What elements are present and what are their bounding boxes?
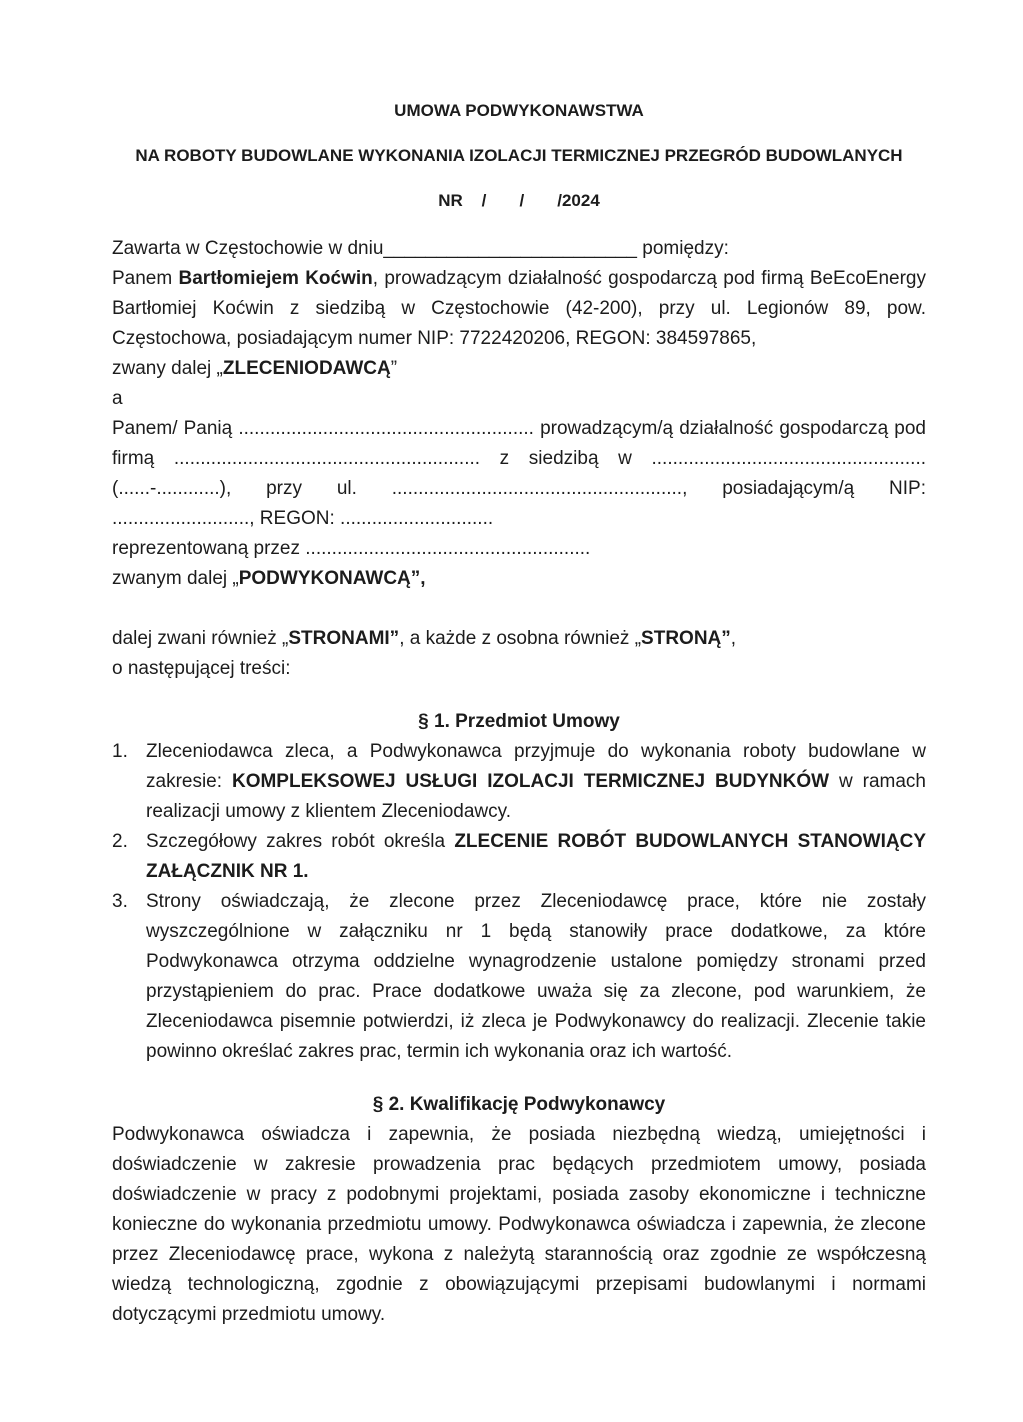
- bold-text-run: § 1. Przedmiot Umowy: [418, 711, 620, 732]
- text-run: Podwykonawca oświadcza i zapewnia, że posiada niezbędną wiedzą, umiejętności i doświadczenie w zakresie prowadzenia prac będących przedmiotem umowy, posiada doświadczenie w pracy z podobnymi projektami, posiada zasoby ekonomiczne i techniczne konieczne do wykonania przedmiotu umowy. Podwykonawca oświadcza i zapewnia, że zlecone przez Zleceniodawcę prace, wykona z należytą starannością oraz zgodnie ze współczesną wiedzą technologiczną, zgodnie z obowiązującymi przepisami budowlanymi i normami dotyczącymi przedmiotu umowy.: [112, 1124, 926, 1325]
- para-zawarta: [112, 234, 926, 264]
- blank-line-1: [112, 594, 926, 624]
- bold-text-run: KOMPLEKSOWEJ USŁUGI IZOLACJI TERMICZNEJ BUDYNKÓW: [231, 771, 830, 792]
- list-item-text: [146, 887, 926, 1067]
- para-zwany-dalej-zleceniodawca: [112, 354, 926, 384]
- text-run: w ramach realizacji umowy z klientem Zleceniodawcy.: [146, 771, 926, 822]
- list-item-number: 3.: [112, 891, 128, 912]
- text-run: Panem: [112, 268, 179, 289]
- para-zwanym-dalej-podwykonawca: [112, 564, 926, 594]
- text-run: Szczegółowy zakres robót określa: [146, 831, 455, 852]
- text-run: Zawarta w Częstochowie w dniu________________________ pomiędzy:: [112, 238, 729, 259]
- text-run: o następującej treści:: [112, 658, 291, 679]
- list-item-text: [146, 737, 926, 827]
- list-item-number: 2.: [112, 831, 128, 852]
- text-run: ,: [730, 628, 737, 649]
- bold-text-run: ZLECENIODAWCĄ: [222, 358, 391, 379]
- document-body: [112, 100, 926, 1330]
- para-podwykonawca-details: [112, 414, 926, 534]
- para-kwalifikacje: [112, 1120, 926, 1330]
- list-item-number: 1.: [112, 741, 128, 762]
- document-title: UMOWA PODWYKONAWSTWA: [394, 101, 644, 120]
- text-run: a: [112, 388, 123, 409]
- text-run: ”: [390, 358, 398, 379]
- text-run: reprezentowaną przez ......................................................: [112, 538, 591, 559]
- para-zleceniodawca-details: [112, 264, 926, 354]
- document-blocks: [112, 234, 926, 1330]
- text-run: , prowadzącym działalność gospodarczą pod firmą BeEcoEnergy Bartłomiej Koćwin z siedzibą w Częstochowie (42-200), przy ul. Legionów 89, pow. Częstochowa, posiadającym numer NIP: 7722420206, REGON: 384597865,: [112, 268, 926, 349]
- text-run: zwanym dalej „: [112, 568, 239, 589]
- bold-text-run: STRONĄ”: [641, 628, 731, 649]
- para-a: [112, 384, 926, 414]
- text-run: Zleceniodawca zleca, a Podwykonawca przyjmuje do wykonania roboty budowlane w zakresie:: [146, 741, 926, 792]
- text-run: Strony oświadczają, że zlecone przez Zleceniodawcę prace, które nie zostały wyszczególnione w załączniku nr 1 będą stanowiły prace dodatkowe, za które Podwykonawca otrzyma oddzielne wynagrodzenie ustalone pomiędzy stronami przed przystąpieniem do prac. Prace dodatkowe uważa się za zlecone, pod warunkiem, że Zleceniodawca pisemnie potwierdzi, iż zleca je Podwykonawcy do realizacji. Zlecenie takie powinno określać zakres prac, termin ich wykonania oraz ich wartość.: [146, 891, 926, 1062]
- para-strony: [112, 624, 926, 654]
- list-item-2: [112, 827, 926, 887]
- text-run: Panem/ Panią ........................................................ prowadzącym/ą działalność gospodarczą pod firmą .......................................................... z siedzibą w ....................................................(......-............), przy ul. ......................................................., posiadającym/ą NIP: .........................., REGON: .............................: [112, 418, 926, 529]
- bold-text-run: ZLECENIE ROBÓT BUDOWLANYCH STANOWIĄCY ZAŁĄCZNIK NR 1.: [146, 831, 927, 882]
- bold-text-run: PODWYKONAWCĄ”,: [238, 568, 426, 589]
- heading-paragraf-2: [112, 1090, 926, 1120]
- bold-text-run: STRONAMI”: [288, 628, 400, 649]
- list-item-3: [112, 887, 926, 1067]
- para-reprezentowana: [112, 534, 926, 564]
- bold-text-run: Bartłomiejem Koćwin: [178, 268, 373, 289]
- heading-paragraf-1: [112, 707, 926, 737]
- list-item-1: [112, 737, 926, 827]
- text-run: zwany dalej „: [112, 358, 223, 379]
- text-run: dalej zwani również „: [112, 628, 289, 649]
- text-run: , a każde z osobna również „: [399, 628, 642, 649]
- para-tresci: [112, 654, 926, 684]
- document-number-line: NR / / /2024: [438, 191, 600, 210]
- bold-text-run: § 2. Kwalifikację Podwykonawcy: [372, 1094, 666, 1115]
- document-subtitle: NA ROBOTY BUDOWLANE WYKONANIA IZOLACJI TERMICZNEJ PRZEGRÓD BUDOWLANYCH: [135, 146, 903, 165]
- list-item-text: [146, 827, 926, 887]
